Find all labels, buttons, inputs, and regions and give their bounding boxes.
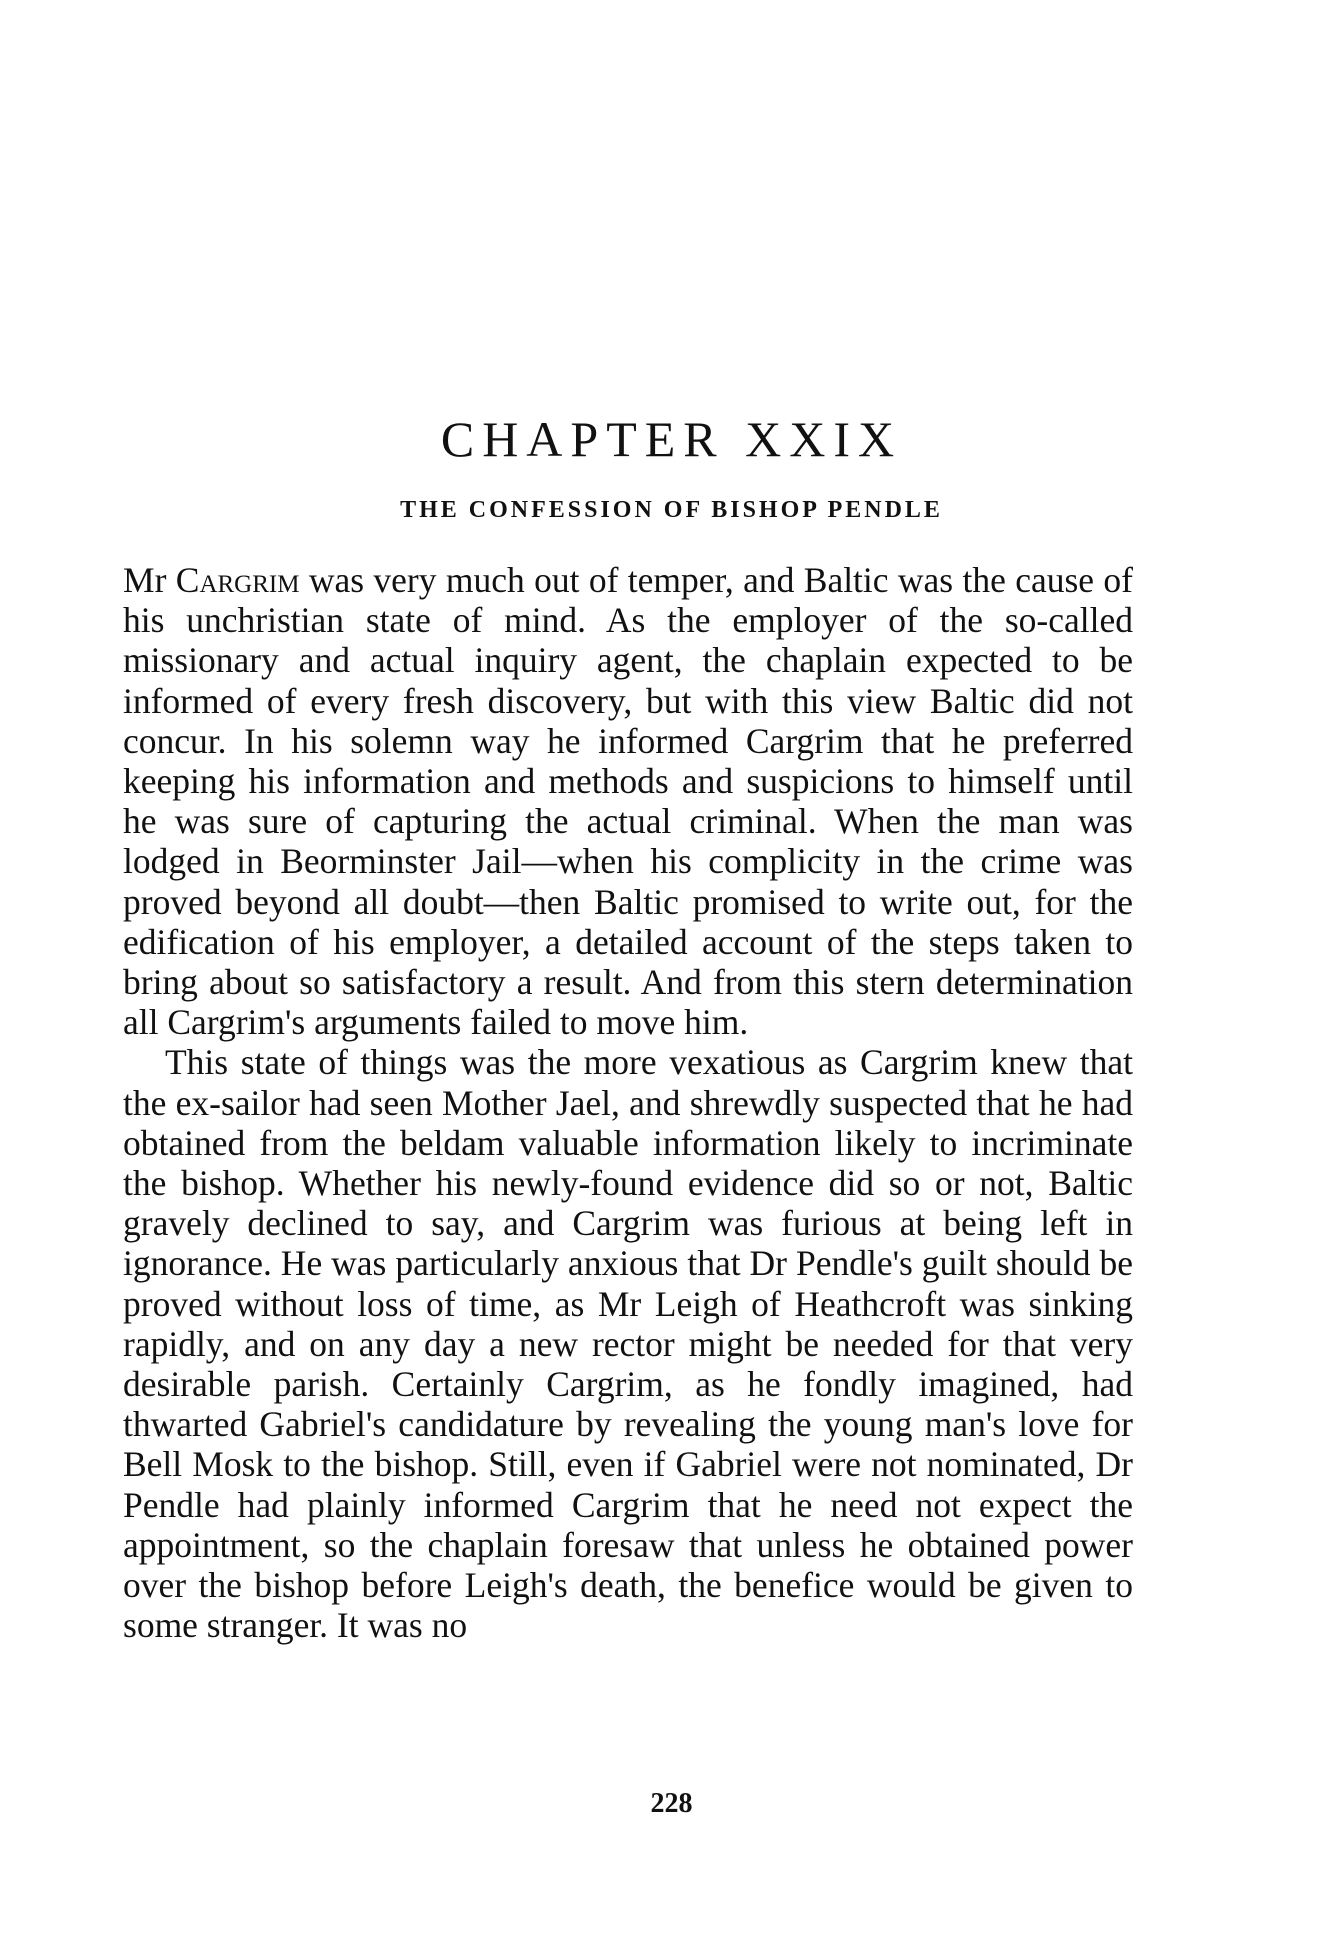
page-number: 228 (650, 1788, 693, 1819)
paragraph-1-rest: was very much out of temper, and Baltic was the cause of his unchristian state of mind. As the employer of the so-called missionary and actual inquiry agent, the chaplain expected to be informed of every fresh discovery, but with this view Baltic did not concur. In his solemn way he informed Cargrim that he preferred keeping his information and methods and suspicions to himself until he was sure of capturing the actual criminal. When the man was lodged in Beorminster Jail—when his complicity in the crime was proved beyond all doubt—then Baltic promised to write out, for the edification of his employer, a detailed account of the steps taken to bring about so satisfactory a result. And from this stern determination all Cargrim's arguments failed to move him. (123, 560, 1133, 1043)
paragraph-1 (123, 560, 1133, 1042)
body-text (123, 560, 1133, 1645)
paragraph-1-name: Cargrim (175, 560, 300, 600)
chapter-subtitle: THE CONFESSION OF BISHOP PENDLE (400, 497, 943, 523)
chapter-title: CHAPTER XXIX (440, 411, 903, 467)
paragraph-1-lead: Mr (123, 560, 176, 600)
paragraph-2: This state of things was the more vexatious as Cargrim knew that the ex-sailor had seen Mother Jael, and shrewdly suspected that he had obtained from the beldam valuable information likely to incriminate the bishop. Whether his newly-found evidence did so or not, Baltic gravely declined to say, and Cargrim was furious at being left in ignorance. He was particularly anxious that Dr Pendle's guilt should be proved without loss of time, as Mr Leigh of Heathcroft was sinking rapidly, and on any day a new rector might be needed for that very desirable parish. Certainly Cargrim, as he fondly imagined, had thwarted Gabriel's candidature by revealing the young man's love for Bell Mosk to the bishop. Still, even if Gabriel were not nominated, Dr Pendle had plainly informed Cargrim that he need not expect the appointment, so the chaplain foresaw that unless he obtained power over the bishop before Leigh's death, the benefice would be given to some stranger. It was no (123, 1042, 1133, 1646)
